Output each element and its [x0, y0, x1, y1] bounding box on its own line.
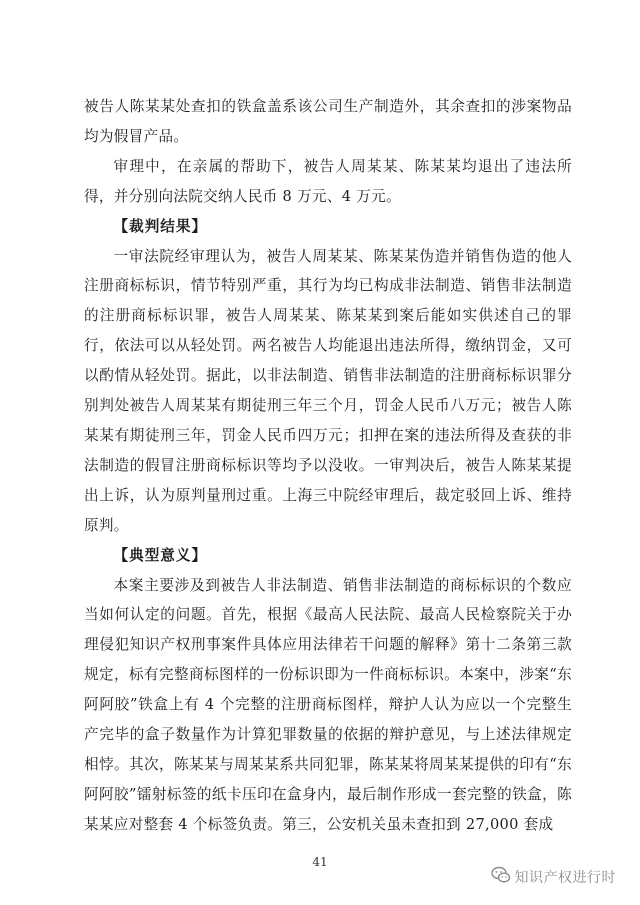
paragraph-significance: 本案主要涉及到被告人非法制造、销售非法制造的商标标识的个数应当如何认定的问题。首先，根据《最高人民法院、最高人民检察院关于办理侵犯知识产权刑事案件具体应用法律若干问题的解释》第十二条第三款规定，标有完整商标图样的一份标识即为一件商标标识。本案中，涉案“东阿阿胶”铁盒上有 4 个完整的注册商标图样，辩护人认为应以一个完整生产完毕的盒子数量作为计算犯罪数量的依据的辩护意见，与上述法律规定相悖。其次，陈某某与周某某系共同犯罪，陈某某将周某某提供的印有“东阿阿胶”镭射标签的纸卡压印在盒身内，最后制作形成一套完整的铁盒，陈某某应对整套 4 个标签负责。第三，公安机关虽未查扣到 27,000 套成 — [84, 576, 572, 833]
section-heading-significance: 【典型意义】 — [113, 546, 208, 564]
page-number: 41 — [312, 855, 328, 869]
paragraph-continued: 被告人陈某某处查扣的铁盒盖系该公司生产制造外，其余查扣的涉案物品均为假冒产品。 — [84, 98, 572, 145]
watermark — [491, 866, 617, 888]
watermark-text: 知识产权进行时 — [514, 870, 616, 886]
paragraph-trial: 审理中，在亲属的帮助下，被告人周某某、陈某某均退出了违法所得，并分别向法院交纳人民币 8 万元、4 万元。 — [84, 157, 572, 205]
section-heading-result: 【裁判结果】 — [113, 217, 208, 235]
paragraph-result: 一审法院经审理认为，被告人周某某、陈某某伪造并销售伪造的他人注册商标标识，情节特别严重，其行为均已构成非法制造、销售非法制造的注册商标标识罪，被告人周某某、陈某某到案后能如实供述自己的罪行，依法可以从轻处罚。两名被告人均能退出违法所得，缴纳罚金，又可以酌情从轻处罚。据此，以非法制造、销售非法制造的注册商标标识罪分别判处被告人周某某有期徒刑三年三个月，罚金人民币八万元；被告人陈某某有期徒刑三年，罚金人民币四万元；扣押在案的违法所得及查获的非法制造的假冒注册商标标识等均予以没收。一审判决后，被告人陈某某提出上诉，认为原判量刑过重。上海三中院经审理后，裁定驳回上诉、维持原判。 — [84, 247, 572, 534]
document-body — [84, 92, 572, 840]
wechat-icon — [491, 866, 511, 888]
